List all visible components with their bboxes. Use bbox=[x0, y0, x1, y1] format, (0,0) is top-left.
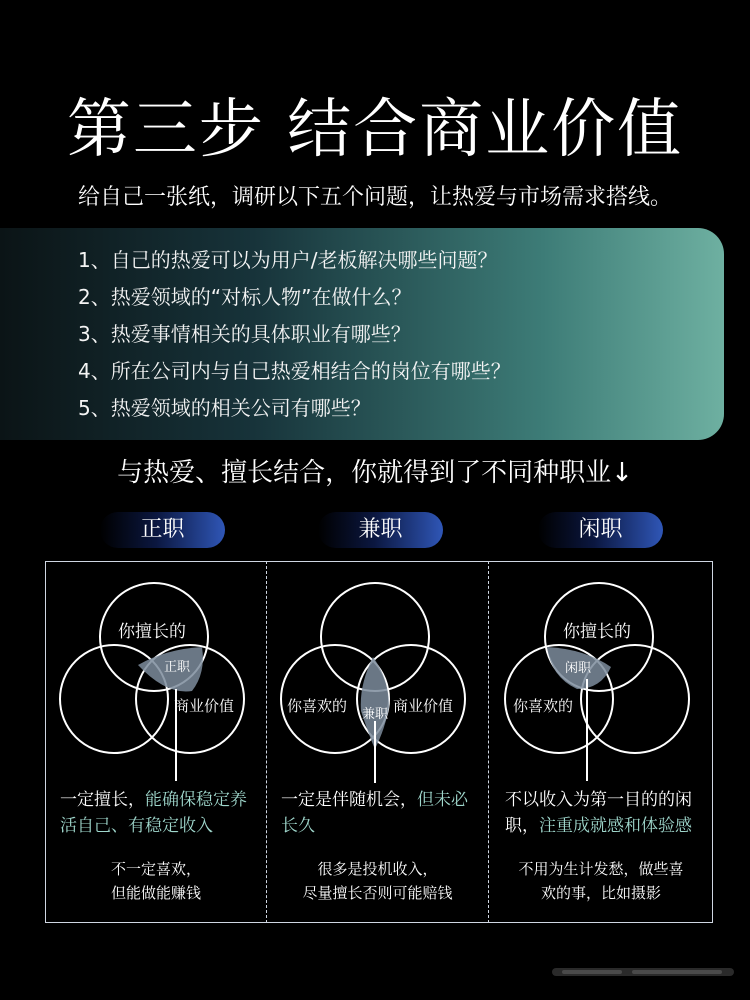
venn-diagram bbox=[46, 561, 266, 791]
career-pill-parttime: 兼职 bbox=[318, 512, 443, 548]
description-plain: 一定擅长， bbox=[60, 790, 145, 810]
venn-diagram bbox=[267, 561, 488, 791]
page-subtitle: 给自己一张纸，调研以下五个问题，让热爱与市场需求搭线。 bbox=[77, 185, 672, 210]
column-note bbox=[489, 857, 713, 905]
column-note bbox=[267, 857, 488, 905]
venn-label-top: 你擅长的 bbox=[118, 622, 186, 642]
venn-label-top: 你擅长的 bbox=[563, 622, 631, 642]
description-plain: 不以收入为第一目的的闲职， bbox=[505, 790, 692, 836]
venn-label-left: 你喜欢的 bbox=[513, 697, 574, 715]
description-highlight: 注重成就感和体验感 bbox=[539, 816, 692, 836]
description-plain: 一定是伴随机会， bbox=[281, 790, 417, 810]
venn-label-center: 兼职 bbox=[362, 707, 389, 722]
question-item: 4、所在公司内与自己热爱相结合的岗位有哪些？ bbox=[78, 359, 511, 383]
page-title: 第三步 结合商业价值 bbox=[66, 93, 684, 167]
note-line: 很多是投机收入， bbox=[317, 860, 438, 878]
column-note bbox=[46, 857, 266, 905]
column-parttime bbox=[267, 561, 488, 923]
note-line: 尽量擅长否则可能赔钱 bbox=[302, 884, 453, 902]
venn-label-left: 你喜欢的 bbox=[287, 697, 348, 715]
note-line: 但能做能赚钱 bbox=[110, 884, 201, 902]
description-highlight: 但未必长久 bbox=[281, 790, 468, 836]
column-fulltime bbox=[46, 561, 266, 923]
career-pill-leisure: 闲职 bbox=[538, 512, 663, 548]
venn-label-center: 正职 bbox=[164, 660, 191, 675]
venn-label-right: 商业价值 bbox=[174, 697, 235, 715]
venn-label-center: 闲职 bbox=[565, 661, 592, 676]
watermark bbox=[552, 964, 734, 980]
career-pill-fulltime: 正职 bbox=[100, 512, 225, 548]
venn-diagram bbox=[489, 561, 713, 791]
question-item: 5、热爱领域的相关公司有哪些？ bbox=[78, 396, 371, 420]
note-line: 欢的事，比如摄影 bbox=[540, 884, 661, 902]
note-line: 不一定喜欢， bbox=[110, 860, 201, 878]
column-description bbox=[505, 787, 701, 839]
question-box bbox=[0, 228, 724, 440]
column-leisure bbox=[489, 561, 713, 923]
tagline: 与热爱、擅长结合，你就得到了不同种职业↓ bbox=[117, 458, 633, 488]
column-description bbox=[60, 787, 260, 839]
venn-label-right: 商业价值 bbox=[393, 697, 454, 715]
question-item: 1、自己的热爱可以为用户/老板解决哪些问题？ bbox=[78, 248, 498, 272]
question-item: 3、热爱事情相关的具体职业有哪些？ bbox=[78, 322, 411, 346]
column-description bbox=[281, 787, 481, 839]
note-line: 不用为生计发愁，做些喜 bbox=[518, 860, 684, 878]
question-item: 2、热爱领域的“对标人物”在做什么？ bbox=[78, 285, 412, 309]
description-highlight: 能确保稳定养活自己、有稳定收入 bbox=[60, 790, 247, 836]
